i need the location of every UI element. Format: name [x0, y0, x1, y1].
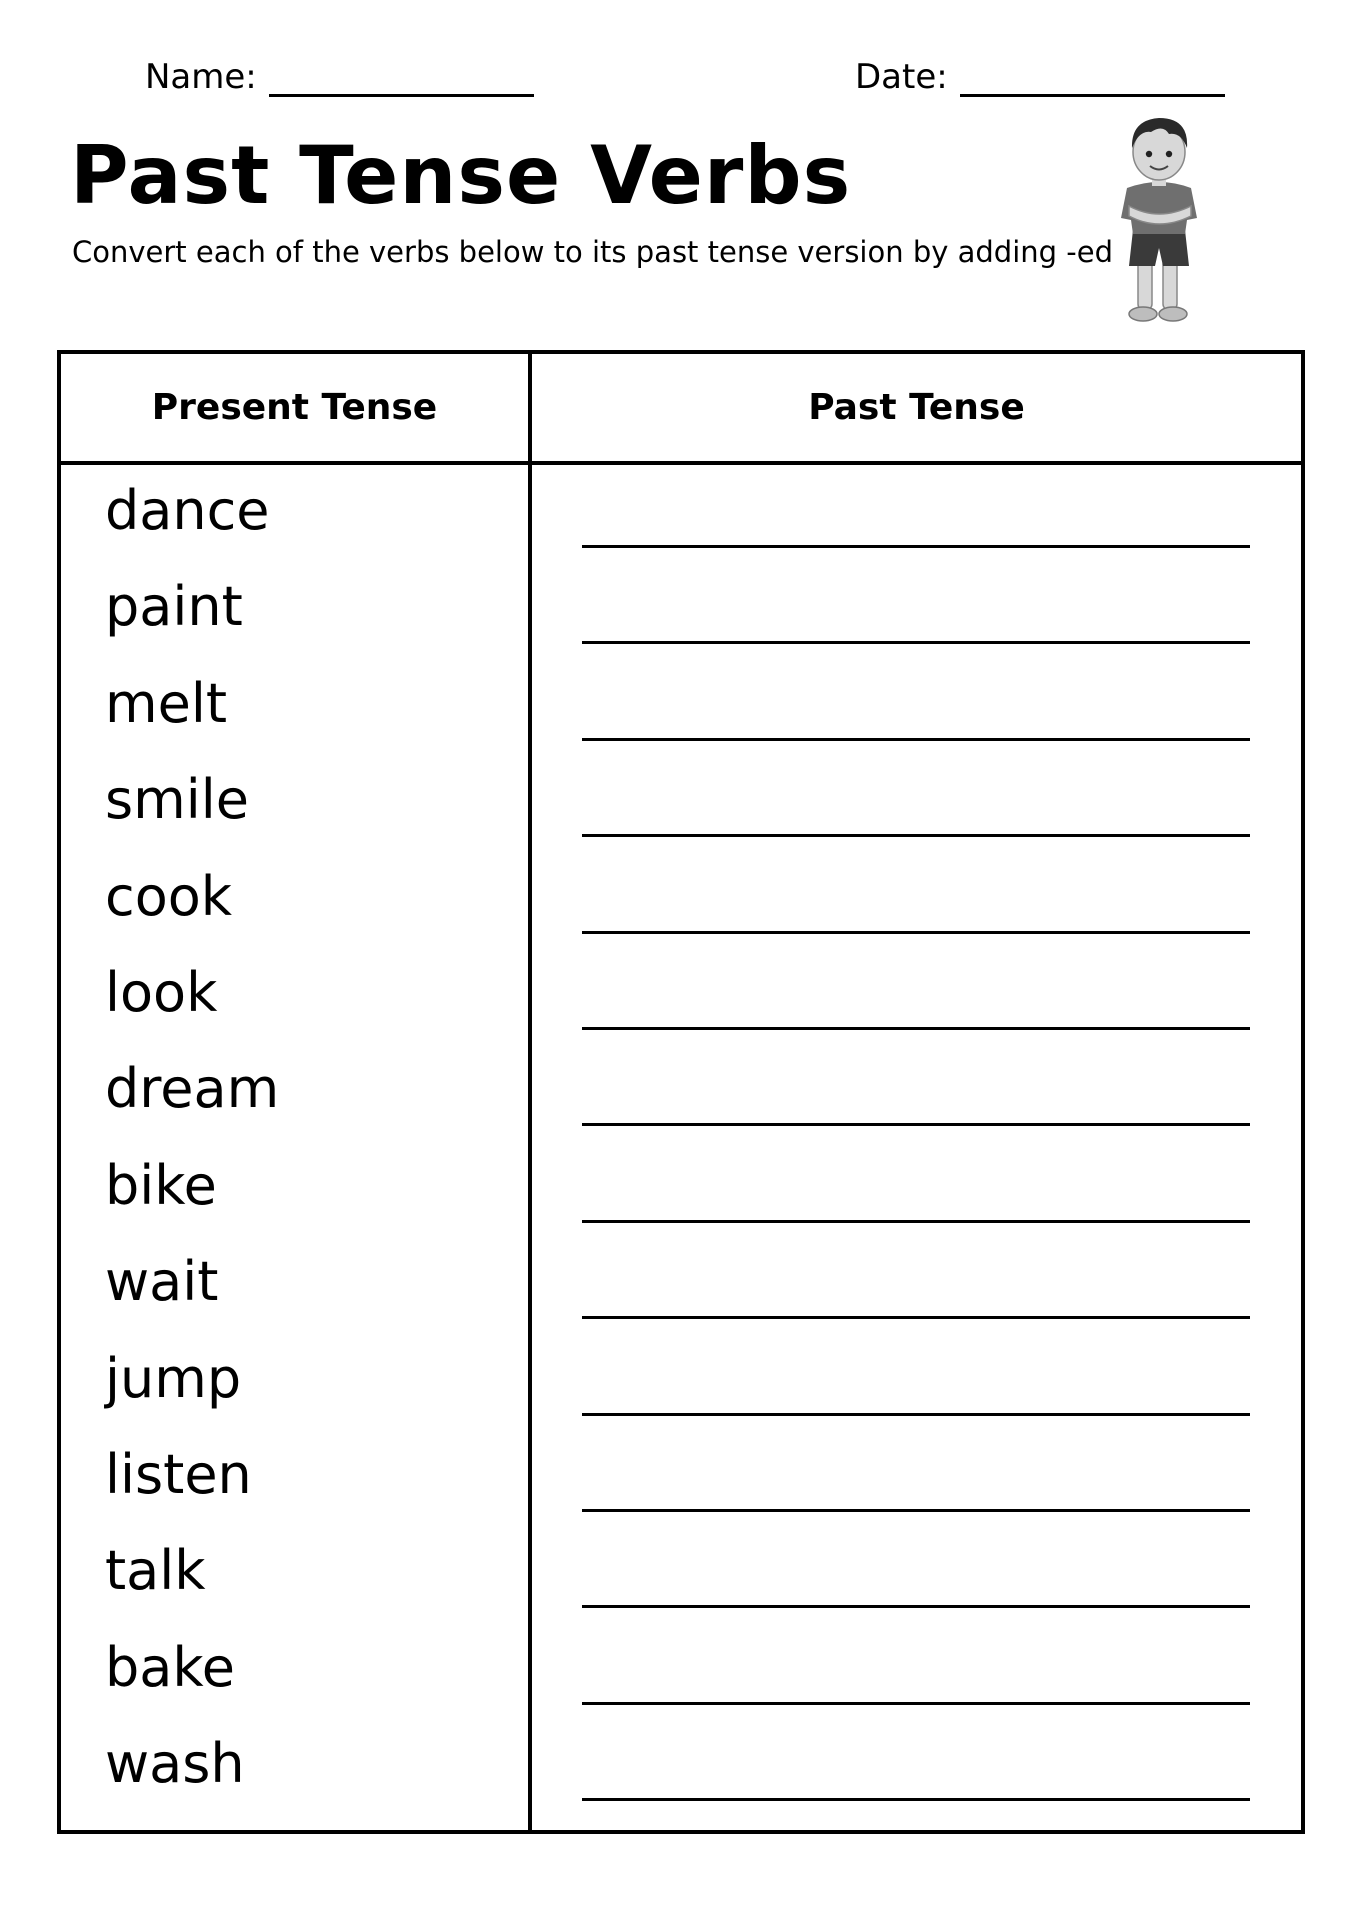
past-tense-answer-blank[interactable]: [582, 1605, 1250, 1608]
past-tense-answer-blank[interactable]: [582, 1316, 1250, 1319]
present-tense-verb: wash: [105, 1732, 245, 1796]
present-tense-verb: dance: [105, 479, 270, 542]
table-row: [61, 1622, 1301, 1718]
present-tense-verb: wait: [105, 1250, 219, 1314]
table-row: [61, 1429, 1301, 1525]
date-label: Date:: [855, 57, 948, 97]
page-title: Past Tense Verbs: [70, 129, 852, 222]
table-row: [61, 1718, 1301, 1814]
present-tense-verb: smile: [105, 768, 249, 832]
table-row: [61, 947, 1301, 1043]
table-row: [61, 1333, 1301, 1429]
past-tense-answer-blank[interactable]: [582, 1027, 1250, 1030]
past-tense-answer-blank[interactable]: [582, 1702, 1250, 1705]
past-tense-answer-blank[interactable]: [582, 1798, 1250, 1801]
present-tense-verb: bike: [105, 1153, 217, 1217]
student-info-row: [0, 56, 1358, 106]
present-tense-verb: paint: [105, 575, 243, 639]
present-tense-verb: dream: [105, 1057, 280, 1121]
table-row: [61, 1043, 1301, 1139]
table-row: [61, 561, 1301, 657]
verb-rows: [61, 465, 1301, 1814]
name-field: [145, 56, 534, 97]
instructions-text: Convert each of the verbs below to its past tense version by adding -ed: [72, 235, 1113, 269]
date-blank[interactable]: [960, 56, 1225, 97]
present-tense-verb: listen: [105, 1442, 252, 1506]
verb-table: [57, 350, 1305, 1834]
past-tense-answer-blank[interactable]: [582, 931, 1250, 934]
table-row: [61, 465, 1301, 561]
present-tense-verb: talk: [105, 1539, 206, 1603]
past-tense-answer-blank[interactable]: [582, 545, 1250, 548]
table-row: [61, 1140, 1301, 1236]
present-tense-verb: look: [105, 960, 218, 1024]
present-tense-verb: melt: [105, 671, 228, 735]
past-tense-answer-blank[interactable]: [582, 1220, 1250, 1223]
name-label: Name:: [145, 57, 257, 97]
past-tense-answer-blank[interactable]: [582, 834, 1250, 837]
name-blank[interactable]: [269, 56, 534, 97]
past-tense-answer-blank[interactable]: [582, 1509, 1250, 1512]
table-row: [61, 754, 1301, 850]
column-header-present-tense: Present Tense: [151, 387, 438, 428]
table-row: [61, 1525, 1301, 1621]
boy-illustration-icon: [1105, 110, 1215, 328]
date-field: [855, 56, 1225, 97]
table-row: [61, 851, 1301, 947]
past-tense-answer-blank[interactable]: [582, 641, 1250, 644]
table-row: [61, 658, 1301, 754]
present-tense-verb: cook: [105, 864, 233, 928]
column-header-past-tense: Past Tense: [808, 387, 1025, 428]
past-tense-answer-blank[interactable]: [582, 738, 1250, 741]
present-tense-verb: bake: [105, 1635, 235, 1699]
present-tense-verb: jump: [105, 1346, 242, 1410]
table-row: [61, 1236, 1301, 1332]
past-tense-answer-blank[interactable]: [582, 1413, 1250, 1416]
past-tense-answer-blank[interactable]: [582, 1123, 1250, 1126]
